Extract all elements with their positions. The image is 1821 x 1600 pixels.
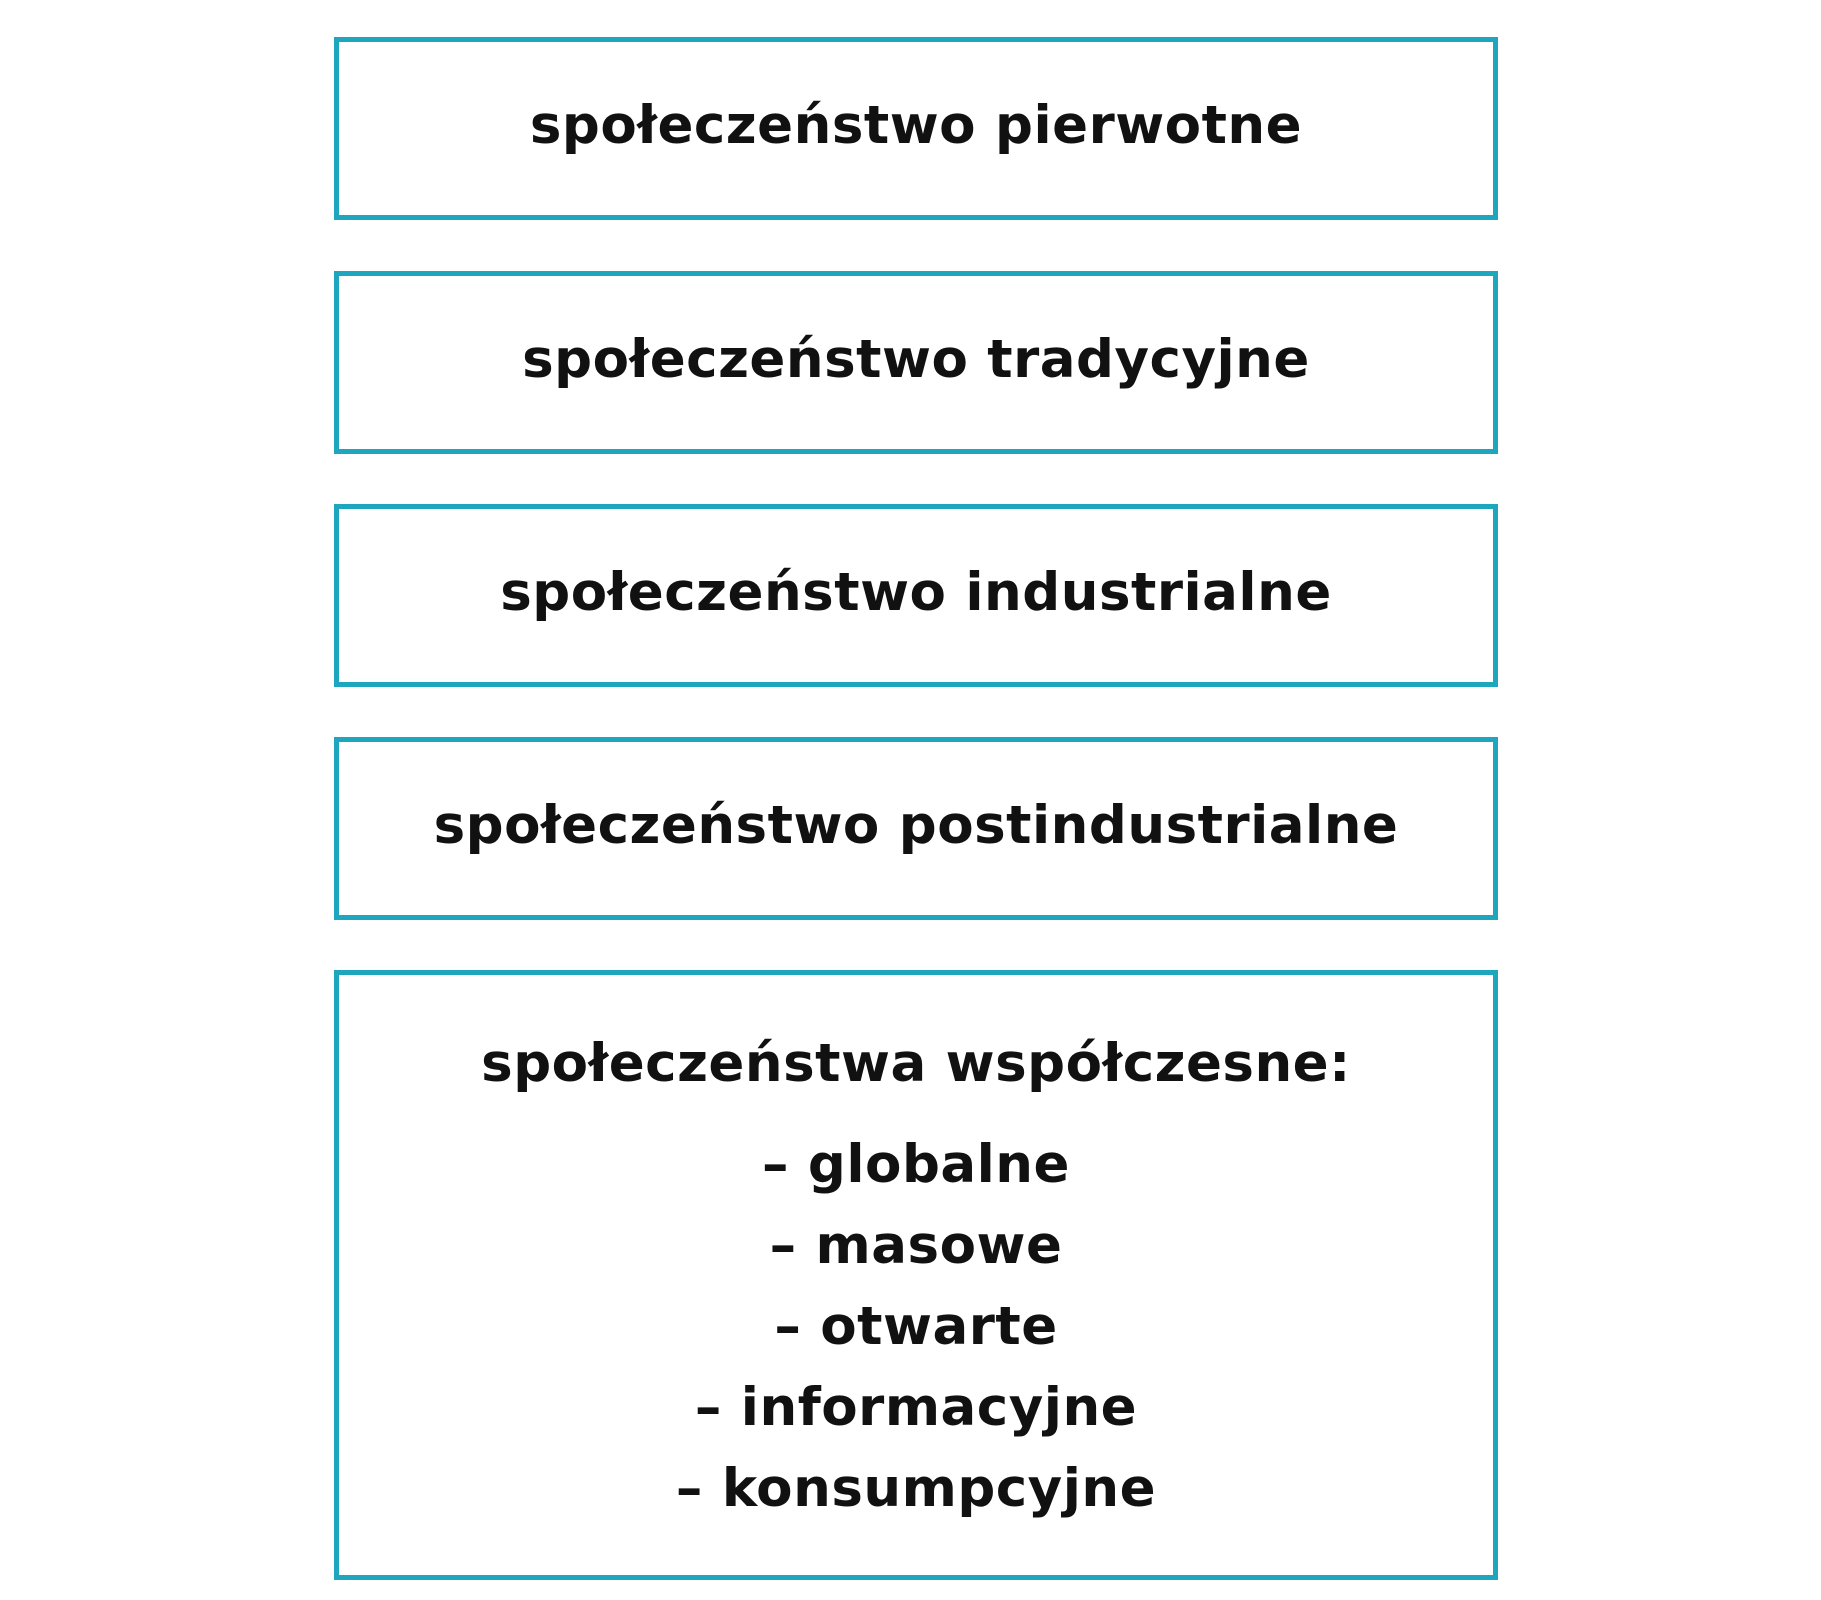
box-traditional-society	[334, 271, 1498, 454]
list-item: – globalne	[761, 1134, 1070, 1195]
box-label: społeczeństwo postindustrialne	[433, 795, 1399, 856]
box-contemporary-societies	[334, 970, 1498, 1580]
box-label: społeczeństwo tradycyjne	[522, 329, 1310, 390]
box-label: społeczeństwo industrialne	[500, 562, 1332, 623]
box-heading: społeczeństwa współczesne:	[481, 1033, 1351, 1094]
contemporary-types-list	[676, 1124, 1156, 1529]
list-item: – informacyjne	[694, 1377, 1138, 1438]
list-item: – otwarte	[774, 1296, 1058, 1357]
box-label: społeczeństwo pierwotne	[529, 95, 1303, 156]
list-item: – masowe	[769, 1215, 1063, 1276]
list-item: – konsumpcyjne	[675, 1458, 1157, 1519]
box-postindustrial-society	[334, 737, 1498, 920]
box-primitive-society	[334, 37, 1498, 220]
box-industrial-society	[334, 504, 1498, 687]
